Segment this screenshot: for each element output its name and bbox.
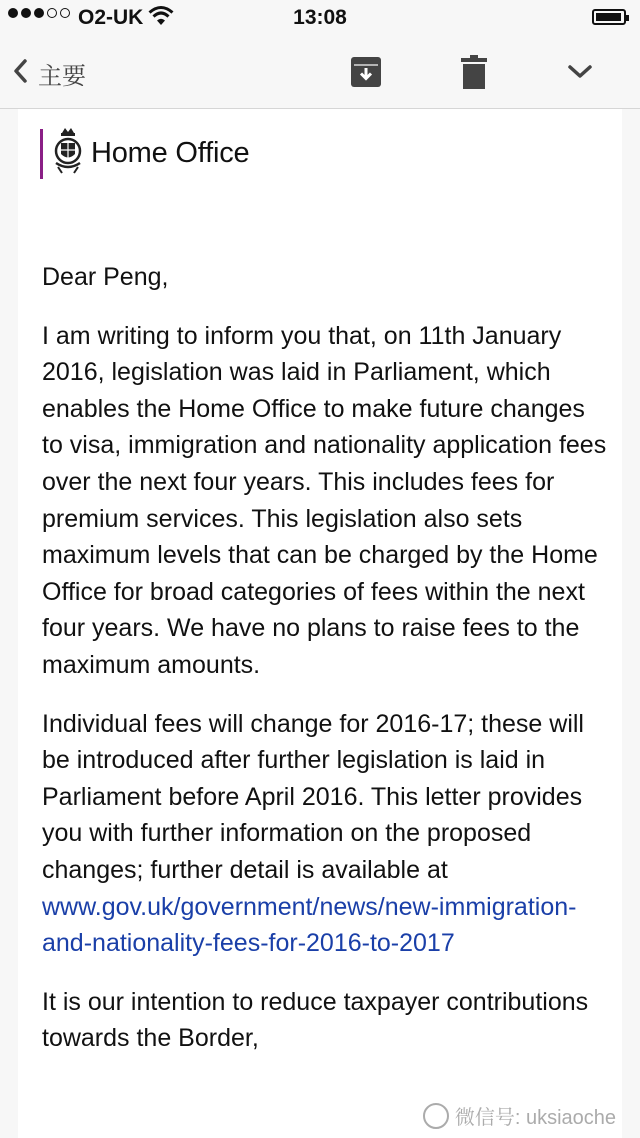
- paragraph: [42, 706, 612, 962]
- clock: 13:08: [293, 6, 347, 29]
- paragraph: It is our intention to reduce taxpayer contributions towards the Border,: [42, 987, 589, 1053]
- chevron-down-icon: [567, 64, 593, 85]
- trash-icon: [460, 55, 488, 94]
- back-label: 主要: [38, 63, 86, 90]
- brand-accent-bar: [40, 129, 43, 179]
- sender-brand: [40, 127, 249, 180]
- sender-name: Home Office: [91, 137, 250, 169]
- battery-level: [596, 13, 621, 21]
- email-body: [18, 109, 622, 1138]
- archive-button[interactable]: [346, 54, 386, 94]
- chevron-left-icon: [12, 58, 28, 89]
- archive-icon: [350, 56, 382, 93]
- letter-text: [42, 259, 612, 1079]
- delete-button[interactable]: [454, 54, 494, 94]
- battery-icon: [592, 9, 626, 25]
- mail-toolbar: [0, 36, 640, 109]
- wechat-logo-icon: [423, 1103, 449, 1129]
- fees-news-link[interactable]: www.gov.uk/government/news/new-immigration-and-nationality-fees-for-2016-to-2017: [42, 892, 577, 958]
- paragraph-text: Individual fees will change for 2016-17; these will be introduced after further legislation is laid in Parliament before April 2016. This letter provides you with further information on the proposed changes; further detail is available at: [42, 709, 584, 884]
- watermark-text: 微信号: uksiaoche: [454, 1107, 616, 1129]
- paragraph: I am writing to inform you that, on 11th January 2016, legislation was laid in Parliament, which enables the Home Office to make future changes to visa, immigration and nationality application fees over the next four years. This includes fees for premium services. This legislation also sets maximum levels that can be charged by the Home Office for broad categories of fees within the next four years. We have no plans to raise fees to the maximum amounts.: [42, 321, 607, 679]
- carrier-name: O2-UK: [78, 6, 144, 29]
- back-button[interactable]: [12, 56, 86, 91]
- watermark: [423, 1101, 616, 1130]
- expand-button[interactable]: [560, 54, 600, 94]
- salutation: Dear Peng,: [42, 263, 169, 291]
- status-bar: [0, 0, 640, 36]
- royal-crest-icon: [53, 127, 83, 180]
